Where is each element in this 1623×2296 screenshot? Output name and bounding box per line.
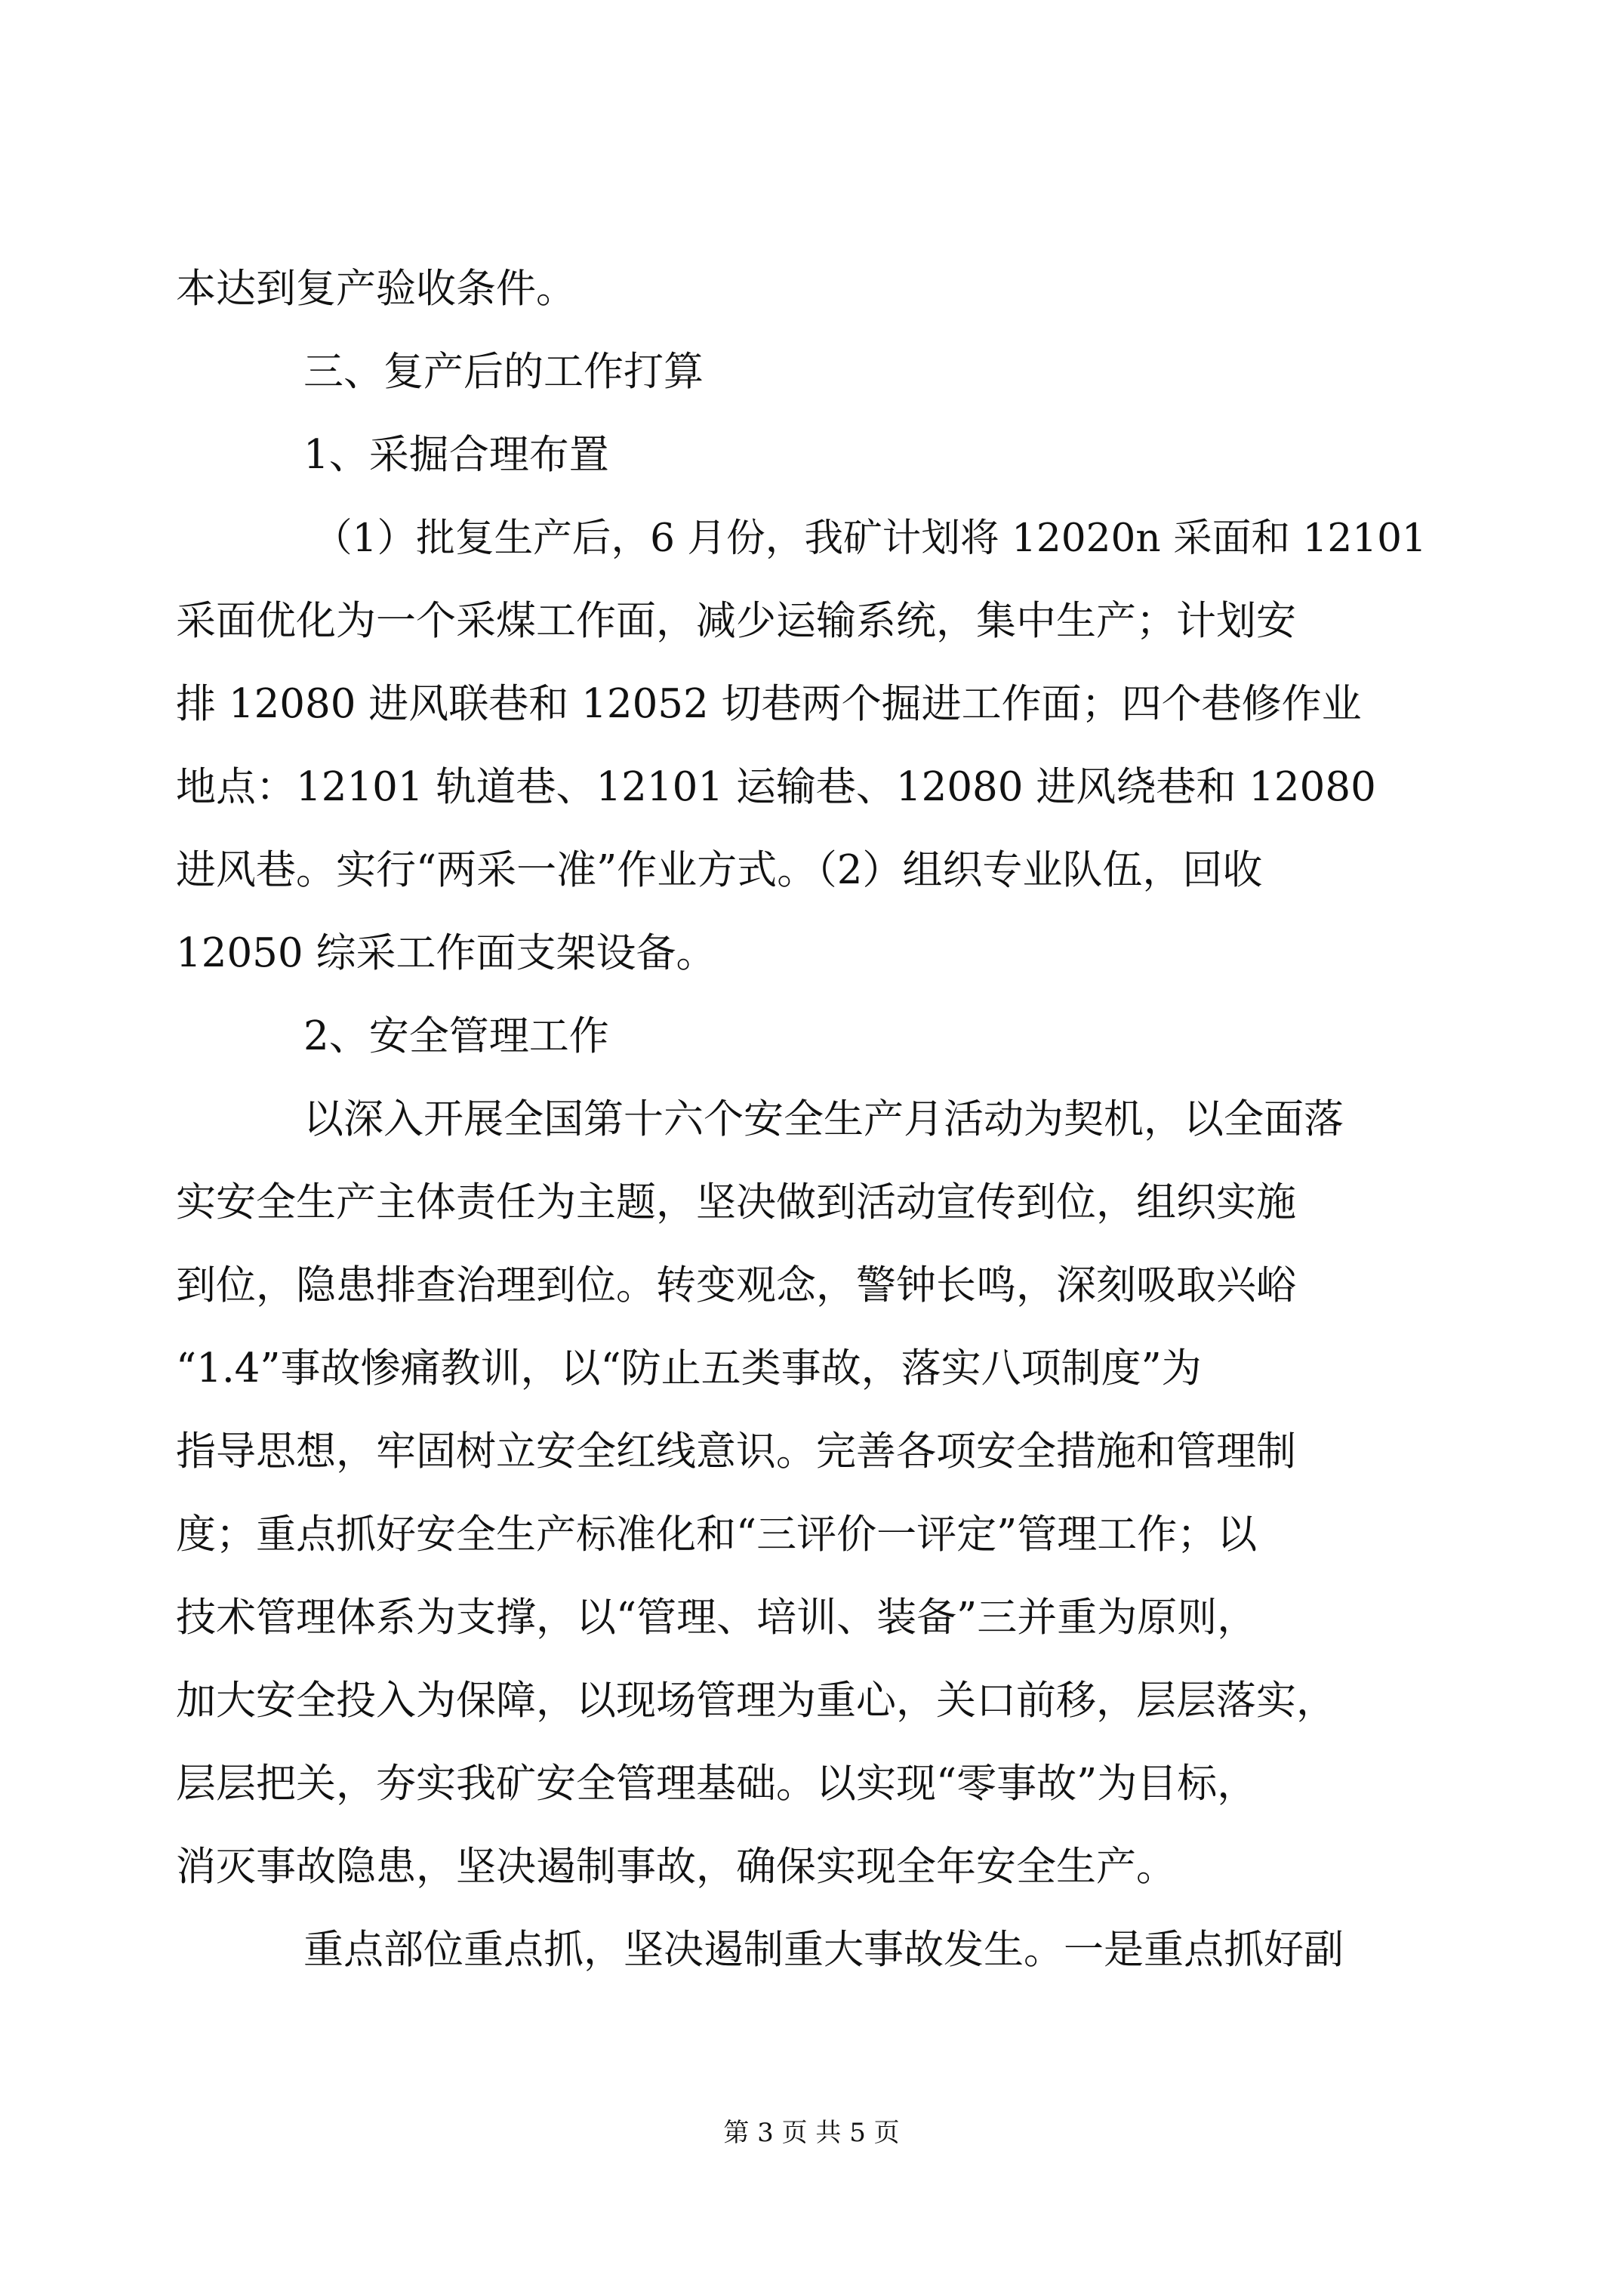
body-line: 技术管理体系为支撑，以“管理、培训、装备”三并重为原则， (176, 1595, 1258, 1641)
body-line: 本达到复产验收条件。 (176, 266, 576, 312)
section-heading: 三、复产后的工作打算 (303, 349, 704, 395)
subsection-heading: 1、采掘合理布置 (303, 432, 609, 478)
body-line: （1）批复生产后，6 月份，我矿计划将 12020n 采面和 12101 (313, 516, 1427, 561)
body-line: 加大安全投入为保障，以现场管理为重心，关口前移，层层落实， (176, 1678, 1336, 1724)
body-line: 以深入开展全国第十六个安全生产月活动为契机，以全面落 (303, 1096, 1344, 1142)
body-line: “1.4”事故惨痛教训，以“防止五类事故，落实八项制度”为 (176, 1345, 1202, 1391)
body-line: 消灭事故隐患，坚决遏制事故，确保实现全年安全生产。 (176, 1844, 1176, 1890)
body-line: 实安全生产主体责任为主题，坚决做到活动宣传到位，组织实施 (176, 1179, 1296, 1225)
body-line: 度；重点抓好安全生产标准化和“三评价一评定”管理工作；以 (176, 1512, 1258, 1558)
subsection-heading: 2、安全管理工作 (303, 1013, 609, 1059)
body-line: 指导思想，牢固树立安全红线意识。完善各项安全措施和管理制 (176, 1428, 1296, 1475)
body-line: 进风巷。实行“两采一准”作业方式。（2）组织专业队伍，回收 (176, 847, 1263, 893)
body-line: 12050 综采工作面支架设备。 (176, 930, 716, 976)
body-line: 排 12080 进风联巷和 12052 切巷两个掘进工作面；四个巷修作业 (176, 681, 1362, 727)
body-line: 到位，隐患排查治理到位。转变观念，警钟长鸣，深刻吸取兴峪 (176, 1262, 1296, 1308)
body-line: 层层把关，夯实我矿安全管理基础。以实现“零事故”为目标， (176, 1761, 1258, 1807)
body-line: 地点：12101 轨道巷、12101 运输巷、12080 进风绕巷和 12080 (176, 764, 1376, 810)
body-line: 采面优化为一个采煤工作面，减少运输系统，集中生产；计划安 (176, 598, 1296, 644)
body-line: 重点部位重点抓，坚决遏制重大事故发生。一是重点抓好副 (303, 1927, 1344, 1973)
page-number-footer: 第 3 页 共 5 页 (723, 2118, 900, 2148)
